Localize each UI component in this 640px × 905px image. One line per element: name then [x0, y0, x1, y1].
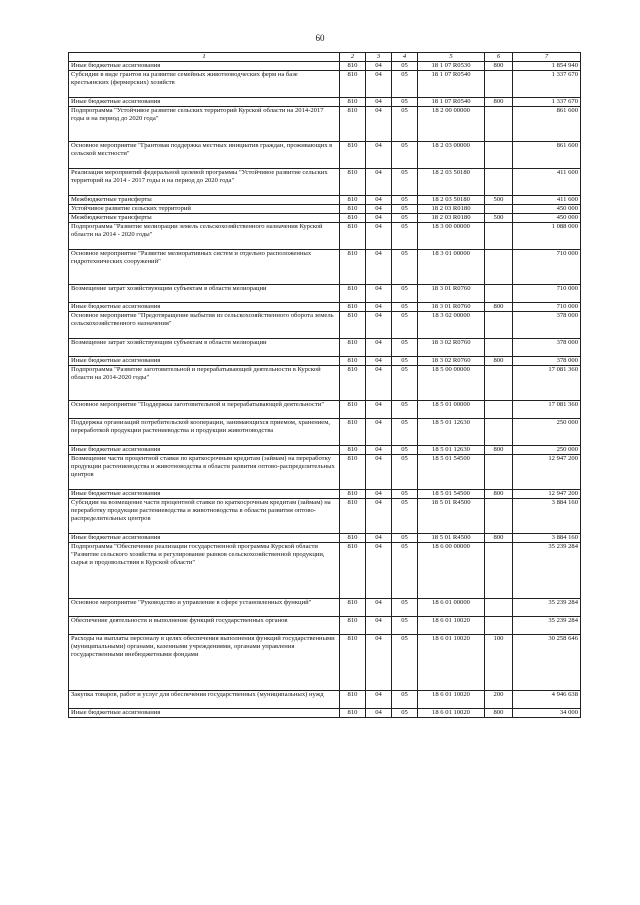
row-target-article-cell: 18 1 07 R0540	[418, 98, 485, 107]
row-expense-type-cell	[485, 71, 513, 98]
row-amount-cell: 250 000	[513, 446, 581, 455]
row-amount-cell: 250 000	[513, 419, 581, 446]
row-name-cell: Подпрограмма "Устойчивое развитие сельских территорий Курской области на 2014-2017 годы и на период до 2020 года"	[69, 107, 340, 142]
header-col-1: 1	[69, 53, 340, 62]
header-col-5: 5	[418, 53, 485, 62]
row-subsection-cell: 05	[392, 419, 418, 446]
row-section-cell: 04	[366, 250, 392, 285]
row-target-article-cell: 18 5 01 54500	[418, 455, 485, 490]
row-code-cell: 810	[340, 205, 366, 214]
row-subsection-cell: 05	[392, 62, 418, 71]
row-code-cell: 810	[340, 223, 366, 250]
row-subsection-cell: 05	[392, 303, 418, 312]
table-row	[69, 691, 581, 709]
row-expense-type-cell: 800	[485, 62, 513, 71]
row-code-cell: 810	[340, 401, 366, 419]
row-code-cell: 810	[340, 142, 366, 169]
row-amount-cell: 861 600	[513, 142, 581, 169]
row-amount-cell: 12 947 200	[513, 455, 581, 490]
row-name-cell: Возмещение затрат хозяйствующим субъектам в области мелиорации	[69, 339, 340, 357]
table-row	[69, 142, 581, 169]
row-section-cell: 04	[366, 455, 392, 490]
row-subsection-cell: 05	[392, 98, 418, 107]
row-amount-cell: 378 000	[513, 339, 581, 357]
row-section-cell: 04	[366, 709, 392, 718]
row-code-cell: 810	[340, 534, 366, 543]
row-amount-cell: 35 239 284	[513, 617, 581, 635]
row-expense-type-cell	[485, 499, 513, 534]
row-target-article-cell: 18 3 02 R0760	[418, 357, 485, 366]
row-subsection-cell: 05	[392, 490, 418, 499]
table-row	[69, 455, 581, 490]
row-target-article-cell: 18 6 01 10020	[418, 691, 485, 709]
row-amount-cell: 35 239 284	[513, 599, 581, 617]
row-name-cell: Иные бюджетные ассигнования	[69, 490, 340, 499]
row-target-article-cell: 18 2 03 R0180	[418, 205, 485, 214]
row-section-cell: 04	[366, 534, 392, 543]
row-amount-cell: 17 081 360	[513, 401, 581, 419]
row-target-article-cell: 18 3 02 R0760	[418, 339, 485, 357]
row-name-cell: Основное мероприятие "Руководство и управление в сфере установленных функций"	[69, 599, 340, 617]
row-name-cell: Закупка товаров, работ и услуг для обеспечения государственных (муниципальных) нужд	[69, 691, 340, 709]
table-row	[69, 366, 581, 401]
row-target-article-cell: 18 2 03 50180	[418, 196, 485, 205]
row-code-cell: 810	[340, 250, 366, 285]
row-name-cell: Иные бюджетные ассигнования	[69, 62, 340, 71]
row-code-cell: 810	[340, 214, 366, 223]
row-expense-type-cell	[485, 107, 513, 142]
table-row	[69, 62, 581, 71]
table-row	[69, 205, 581, 214]
row-name-cell: Иные бюджетные ассигнования	[69, 357, 340, 366]
table-row	[69, 499, 581, 534]
table-row	[69, 71, 581, 98]
row-subsection-cell: 05	[392, 401, 418, 419]
row-subsection-cell: 05	[392, 312, 418, 339]
header-col-2: 2	[340, 53, 366, 62]
row-code-cell: 810	[340, 617, 366, 635]
table-row	[69, 543, 581, 599]
row-amount-cell: 378 000	[513, 312, 581, 339]
row-section-cell: 04	[366, 599, 392, 617]
row-expense-type-cell	[485, 401, 513, 419]
table-row	[69, 490, 581, 499]
row-code-cell: 810	[340, 98, 366, 107]
row-target-article-cell: 18 5 01 00000	[418, 401, 485, 419]
row-target-article-cell: 18 6 00 00000	[418, 543, 485, 599]
row-code-cell: 810	[340, 499, 366, 534]
row-code-cell: 810	[340, 312, 366, 339]
row-target-article-cell: 18 2 03 00000	[418, 142, 485, 169]
row-subsection-cell: 05	[392, 107, 418, 142]
row-section-cell: 04	[366, 499, 392, 534]
row-name-cell: Иные бюджетные ассигнования	[69, 709, 340, 718]
row-code-cell: 810	[340, 339, 366, 357]
row-amount-cell: 411 600	[513, 196, 581, 205]
table-row	[69, 303, 581, 312]
row-name-cell: Основное мероприятие "Грантовая поддержка местных инициатив граждан, проживающих в сельской местности"	[69, 142, 340, 169]
table-row	[69, 223, 581, 250]
row-amount-cell: 710 000	[513, 303, 581, 312]
table-row	[69, 419, 581, 446]
row-subsection-cell: 05	[392, 214, 418, 223]
row-name-cell: Обеспечение деятельности и выполнение функций государственных органов	[69, 617, 340, 635]
row-name-cell: Субсидии в виде грантов на развитие семейных животноводческих ферм на базе крестьянских (фермерских) хозяйств	[69, 71, 340, 98]
row-code-cell: 810	[340, 543, 366, 599]
row-section-cell: 04	[366, 107, 392, 142]
row-code-cell: 810	[340, 446, 366, 455]
header-col-7: 7	[513, 53, 581, 62]
row-subsection-cell: 05	[392, 169, 418, 196]
row-target-article-cell: 18 3 01 R0760	[418, 285, 485, 303]
row-amount-cell: 861 600	[513, 107, 581, 142]
row-code-cell: 810	[340, 285, 366, 303]
table-row	[69, 599, 581, 617]
row-code-cell: 810	[340, 357, 366, 366]
table-row	[69, 534, 581, 543]
row-code-cell: 810	[340, 366, 366, 401]
row-subsection-cell: 05	[392, 357, 418, 366]
row-amount-cell: 12 947 200	[513, 490, 581, 499]
row-section-cell: 04	[366, 357, 392, 366]
row-amount-cell: 1 854 940	[513, 62, 581, 71]
row-target-article-cell: 18 3 01 R0760	[418, 303, 485, 312]
row-subsection-cell: 05	[392, 635, 418, 691]
row-subsection-cell: 05	[392, 617, 418, 635]
row-expense-type-cell	[485, 169, 513, 196]
row-name-cell: Иные бюджетные ассигнования	[69, 303, 340, 312]
row-code-cell: 810	[340, 107, 366, 142]
table-row	[69, 312, 581, 339]
row-expense-type-cell	[485, 543, 513, 599]
row-target-article-cell: 18 6 01 10020	[418, 617, 485, 635]
row-name-cell: Иные бюджетные ассигнования	[69, 98, 340, 107]
row-subsection-cell: 05	[392, 71, 418, 98]
row-amount-cell: 411 600	[513, 169, 581, 196]
row-section-cell: 04	[366, 303, 392, 312]
table-row	[69, 401, 581, 419]
row-target-article-cell: 18 6 01 00000	[418, 599, 485, 617]
row-target-article-cell: 18 1 07 R0540	[418, 71, 485, 98]
row-expense-type-cell: 200	[485, 691, 513, 709]
row-target-article-cell: 18 6 01 10020	[418, 709, 485, 718]
row-expense-type-cell: 800	[485, 303, 513, 312]
row-amount-cell: 450 000	[513, 205, 581, 214]
row-section-cell: 04	[366, 366, 392, 401]
table-row	[69, 617, 581, 635]
row-subsection-cell: 05	[392, 534, 418, 543]
table-row	[69, 169, 581, 196]
row-amount-cell: 4 946 638	[513, 691, 581, 709]
row-target-article-cell: 18 5 01 R4500	[418, 499, 485, 534]
row-section-cell: 04	[366, 401, 392, 419]
row-target-article-cell: 18 5 01 12630	[418, 419, 485, 446]
row-code-cell: 810	[340, 196, 366, 205]
row-expense-type-cell	[485, 455, 513, 490]
row-code-cell: 810	[340, 169, 366, 196]
row-expense-type-cell: 800	[485, 534, 513, 543]
row-section-cell: 04	[366, 339, 392, 357]
row-name-cell: Поддержка организаций потребительской кооперации, занимающихся приемом, хранением, переработкой продукции растениеводства и продукции животноводства	[69, 419, 340, 446]
row-section-cell: 04	[366, 169, 392, 196]
row-subsection-cell: 05	[392, 250, 418, 285]
row-name-cell: Подпрограмма "Развитие заготовительной и перерабатывающей деятельности в Курской области на 2014-2020 годы"	[69, 366, 340, 401]
table-row	[69, 196, 581, 205]
row-expense-type-cell	[485, 419, 513, 446]
row-name-cell: Реализация мероприятий федеральной целевой программы "Устойчивое развитие сельских территорий на 2014 - 2017 годы и на период до 2020 года"	[69, 169, 340, 196]
row-expense-type-cell	[485, 366, 513, 401]
row-code-cell: 810	[340, 635, 366, 691]
row-name-cell: Основное мероприятие "Развитие мелиоративных систем и отдельно расположенных гидротехнических сооружений"	[69, 250, 340, 285]
row-expense-type-cell	[485, 142, 513, 169]
row-target-article-cell: 18 3 00 00000	[418, 223, 485, 250]
row-name-cell: Возмещение затрат хозяйствующим субъектам в области мелиорации	[69, 285, 340, 303]
row-target-article-cell: 18 3 02 00000	[418, 312, 485, 339]
page-number: 60	[315, 33, 325, 43]
row-section-cell: 04	[366, 635, 392, 691]
row-code-cell: 810	[340, 709, 366, 718]
row-subsection-cell: 05	[392, 543, 418, 599]
row-section-cell: 04	[366, 312, 392, 339]
row-amount-cell: 1 337 670	[513, 71, 581, 98]
table-row	[69, 98, 581, 107]
row-amount-cell: 378 000	[513, 357, 581, 366]
row-name-cell: Иные бюджетные ассигнования	[69, 534, 340, 543]
row-section-cell: 04	[366, 543, 392, 599]
row-expense-type-cell	[485, 312, 513, 339]
row-section-cell: 04	[366, 62, 392, 71]
row-name-cell: Межбюджетные трансферты	[69, 214, 340, 223]
row-expense-type-cell: 800	[485, 709, 513, 718]
row-amount-cell: 450 000	[513, 214, 581, 223]
row-expense-type-cell: 800	[485, 490, 513, 499]
row-subsection-cell: 05	[392, 205, 418, 214]
table-row	[69, 285, 581, 303]
row-expense-type-cell	[485, 250, 513, 285]
row-expense-type-cell: 800	[485, 98, 513, 107]
row-code-cell: 810	[340, 419, 366, 446]
row-subsection-cell: 05	[392, 223, 418, 250]
row-target-article-cell: 18 5 01 12630	[418, 446, 485, 455]
row-section-cell: 04	[366, 446, 392, 455]
row-subsection-cell: 05	[392, 455, 418, 490]
row-expense-type-cell: 500	[485, 196, 513, 205]
row-subsection-cell: 05	[392, 446, 418, 455]
row-subsection-cell: 05	[392, 709, 418, 718]
row-amount-cell: 35 239 284	[513, 543, 581, 599]
row-code-cell: 810	[340, 691, 366, 709]
row-expense-type-cell: 800	[485, 446, 513, 455]
row-section-cell: 04	[366, 490, 392, 499]
row-name-cell: Межбюджетные трансферты	[69, 196, 340, 205]
row-name-cell: Возмещение части процентной ставки по краткосрочным кредитам (займам) на переработку продукции растениеводства и животноводства в области развития оптово-распределительных центров	[69, 455, 340, 490]
budget-table	[68, 52, 581, 718]
row-name-cell: Основное мероприятие "Предотвращение выбытия из сельскохозяйственного оборота земель сельскохозяйственного назначения"	[69, 312, 340, 339]
row-name-cell: Расходы на выплаты персоналу в целях обеспечения выполнения функций государственными (муниципальными) органами, казенными учреждениями, органами управления государственными внебюджетными фондами	[69, 635, 340, 691]
row-subsection-cell: 05	[392, 599, 418, 617]
row-expense-type-cell: 800	[485, 357, 513, 366]
row-amount-cell: 3 884 160	[513, 534, 581, 543]
row-expense-type-cell	[485, 599, 513, 617]
row-expense-type-cell: 500	[485, 214, 513, 223]
row-target-article-cell: 18 1 07 R0530	[418, 62, 485, 71]
row-expense-type-cell	[485, 205, 513, 214]
row-code-cell: 810	[340, 62, 366, 71]
row-name-cell: Субсидии на возмещение части процентной ставки по краткосрочным кредитам (займам) на переработку продукции растениеводства и животноводства в области развития оптово-распределительных центров	[69, 499, 340, 534]
row-target-article-cell: 18 6 01 10020	[418, 635, 485, 691]
row-subsection-cell: 05	[392, 366, 418, 401]
row-target-article-cell: 18 2 03 R0180	[418, 214, 485, 223]
row-subsection-cell: 05	[392, 499, 418, 534]
table-row	[69, 250, 581, 285]
row-amount-cell: 30 258 646	[513, 635, 581, 691]
row-section-cell: 04	[366, 223, 392, 250]
row-subsection-cell: 05	[392, 285, 418, 303]
row-name-cell: Основное мероприятие "Поддержка заготовительной и перерабатывающей деятельности"	[69, 401, 340, 419]
row-section-cell: 04	[366, 691, 392, 709]
row-expense-type-cell	[485, 223, 513, 250]
row-subsection-cell: 05	[392, 142, 418, 169]
table-row	[69, 214, 581, 223]
row-expense-type-cell	[485, 617, 513, 635]
header-col-6: 6	[485, 53, 513, 62]
row-section-cell: 04	[366, 285, 392, 303]
row-amount-cell: 1 088 000	[513, 223, 581, 250]
row-target-article-cell: 18 3 01 00000	[418, 250, 485, 285]
header-row	[69, 53, 581, 62]
row-code-cell: 810	[340, 303, 366, 312]
row-amount-cell: 3 884 160	[513, 499, 581, 534]
row-amount-cell: 710 000	[513, 250, 581, 285]
row-code-cell: 810	[340, 455, 366, 490]
header-col-3: 3	[366, 53, 392, 62]
row-target-article-cell: 18 5 01 R4500	[418, 534, 485, 543]
row-amount-cell: 17 081 360	[513, 366, 581, 401]
row-name-cell: Иные бюджетные ассигнования	[69, 446, 340, 455]
row-section-cell: 04	[366, 205, 392, 214]
row-expense-type-cell: 100	[485, 635, 513, 691]
table-row	[69, 446, 581, 455]
row-expense-type-cell	[485, 285, 513, 303]
row-name-cell: Устойчивое развитие сельских территорий	[69, 205, 340, 214]
row-expense-type-cell	[485, 339, 513, 357]
row-code-cell: 810	[340, 599, 366, 617]
row-section-cell: 04	[366, 214, 392, 223]
row-amount-cell: 34 000	[513, 709, 581, 718]
row-section-cell: 04	[366, 617, 392, 635]
row-name-cell: Подпрограмма "Развитие мелиорации земель сельскохозяйственного назначения Курской области на 2014 - 2020 годы"	[69, 223, 340, 250]
row-target-article-cell: 18 5 01 54500	[418, 490, 485, 499]
table-row	[69, 357, 581, 366]
row-section-cell: 04	[366, 71, 392, 98]
row-subsection-cell: 05	[392, 339, 418, 357]
row-section-cell: 04	[366, 142, 392, 169]
row-subsection-cell: 05	[392, 196, 418, 205]
table-row	[69, 107, 581, 142]
row-amount-cell: 710 000	[513, 285, 581, 303]
table-row	[69, 709, 581, 718]
row-code-cell: 810	[340, 490, 366, 499]
row-section-cell: 04	[366, 98, 392, 107]
row-target-article-cell: 18 2 03 50180	[418, 169, 485, 196]
row-target-article-cell: 18 5 00 00000	[418, 366, 485, 401]
row-target-article-cell: 18 2 00 00000	[418, 107, 485, 142]
header-col-4: 4	[392, 53, 418, 62]
row-section-cell: 04	[366, 419, 392, 446]
row-subsection-cell: 05	[392, 691, 418, 709]
table-row	[69, 339, 581, 357]
row-section-cell: 04	[366, 196, 392, 205]
row-name-cell: Подпрограмма "Обеспечение реализации государственной программы Курской области "Развитие сельского хозяйства и регулирование рынков сельскохозяйственной продукции, сырья и продовольствия в Курской области"	[69, 543, 340, 599]
table-row	[69, 635, 581, 691]
row-amount-cell: 1 337 670	[513, 98, 581, 107]
row-code-cell: 810	[340, 71, 366, 98]
